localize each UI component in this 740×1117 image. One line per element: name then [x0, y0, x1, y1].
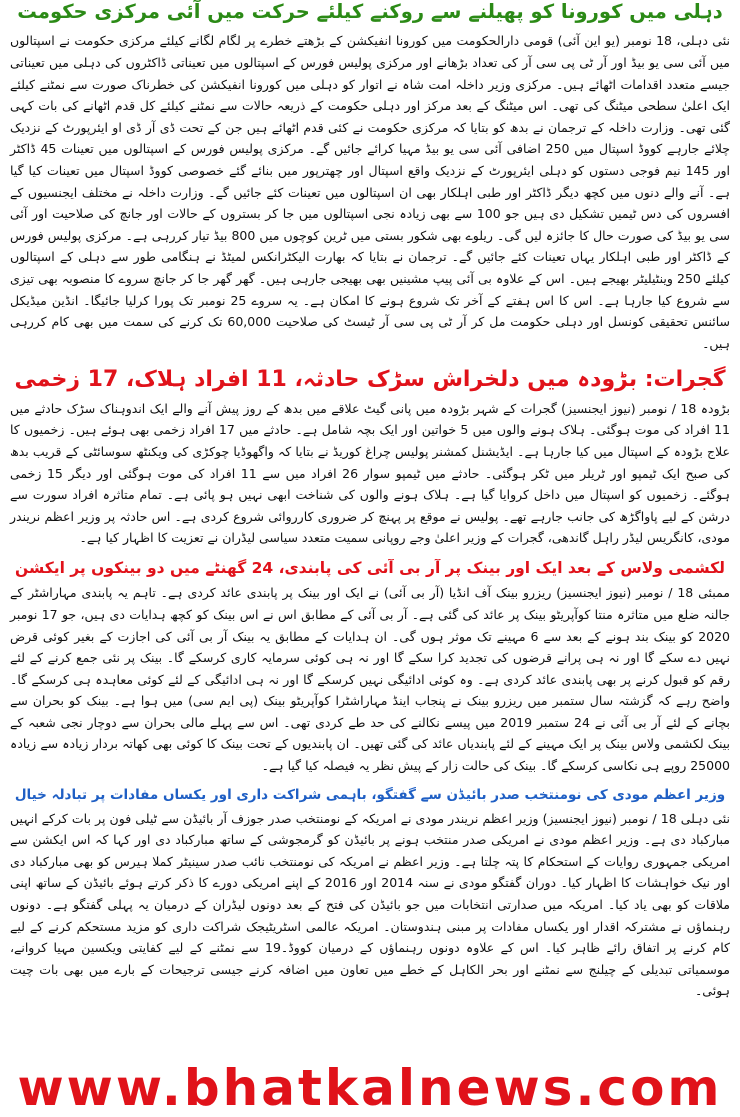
article-baroda-accident: [10, 366, 730, 549]
story-baroda-accident: بڑودہ 18 / نومبر (نیوز ایجنسیز) گجرات کے شہر بڑودہ میں پانی گیٹ علاقے میں بدھ کے روز پیش آنے والے ایک اندوہناک سڑک حادثے میں 11 افراد کی موت ہوگئی۔ ہلاک ہونے والوں میں 5 خواتین اور ایک بچہ شامل ہے۔ حادثے میں 17 افراد زخمی بھی ہوئے ہیں۔ زخمیوں کا علاج بڑودہ کے اسپتال میں کیا جارہا ہے۔ ایڈیشنل کمشنر پولیس چراغ کوریڈ نے بتایا کہ واگھوڈیا چوکڑی کی ویکنٹھ سوسائٹی کے قریب بدھ کی صبح ایک ٹیمپو اور ٹریلر میں ٹکر ہوگئی۔ حادثے میں ٹیمپو سوار 26 افراد میں سے 11 افراد کی موت ہوگئی اور دیگر 15 زخمی ہوگئے۔ زخمیوں کو اسپتال میں داخل کروایا گیا ہے۔ ہلاک ہونے والوں کی شناخت ابھی نہیں ہو پائی ہے۔ تمام متاثرہ افراد سورت سے درشن کے لیے پاواگڑھ کی جانب جارہے تھے۔ پولیس نے موقع پر پہنچ کر ضروری کارروائی شروع کردی ہے۔ اس حادثہ پر وزیر اعظم نریندر مودی، کانگریس لیڈر راہل گاندھی، گجرات کے وزیر اعلیٰ وجے روپانی سمیت متعدد سیاسی لیڈران نے تعزیت کا اظہار کیا ہے۔: [10, 400, 730, 546]
headline-modi-biden: وزیر اعظم مودی کی نومنتخب صدر بائیڈن سے گفتگو، باہمی شراکت داری اور یکساں مفادات پر تبادلہ خیال: [14, 786, 726, 803]
story-modi-biden: نئی دہلی 18 / نومبر (نیوز ایجنسیز) وزیر اعظم نریندر مودی نے امریکہ کے نومنتخب صدر جوزف آر بائیڈن سے ٹیلی فون پر بات کرکے انہیں مبارکباد دی ہے۔ وزیر اعظم مودی نے امریکی صدر منتخب ہونے پر بائیڈن کو گرمجوشی کے ساتھ مبارکباد دی اور کہا کہ اس ایکشن سے امریکی جمہوری روایات کے استحکام کا پتہ چلتا ہے۔ وزیر اعظم نے امریکہ کی نومنتخب نائب صدر سینیٹر کملا ہیرس کو بھی مبارکباد دی اور نیک خواہشات کا اظہار کیا۔ دوران گفتگو مودی نے سنہ 2014 اور 2016 کے اپنے امریکی دورے کا ذکر کرتے ہوئے بائیڈن کے ساتھ اپنی ملاقات کو بھی یاد کیا۔ امریکہ میں صدارتی انتخابات میں جو بائیڈن کی فتح کے بعد دونوں لیڈران کے درمیان یہ پہلی گفتگو ہے۔ دونوں رہنماؤں نے مشترکہ اقدار اور یکساں مفادات پر مبنی ہندوستان۔ امریکہ عالمی اسٹریٹیجک شراکت داری کو مزید مستحکم کرنے کے لیے کام کرنے پر اتفاق رائے ظاہر کیا۔ اس کے علاوہ دونوں رہنماؤں کے درمیان کووڈ۔19 سے نمٹنے کے لیے کفایتی ویکسین مہیا کروانے، موسمیاتی تبدیلی کے چیلنج سے نمٹنے اور بحر الکاہل کے خطے میں تعاون میں اضافہ کرنے جیسی ترجیحات کے بارے میں بھی بات چیت ہوئی۔: [10, 810, 730, 999]
article-modi-biden: [10, 787, 730, 1002]
site-watermark: www.bhatkalnews.com: [17, 1059, 723, 1117]
article-delhi-corona: [10, 0, 730, 354]
story-delhi-corona: نئی دہلی، 18 نومبر (یو این آئی) قومی دارالحکومت میں کورونا انفیکشن کے بڑھتے خطرے پر لگام لگانے کیلئے مرکزی حکومت نے اسپتالوں میں آئی سی یو بیڈ اور آر ٹی پی سی آر کی تعداد بڑھانے اور مرکزی پولیس فورس کے اسپتالوں میں تعیناتی ڈاکٹروں کی دہلی میں تعیناتی جیسے متعدد اقدامات اٹھائے ہیں۔ مرکزی وزیر داخلہ امت شاہ نے اتوار کو دہلی میں کورونا انفیکشن کی خطرناک صورت سے نمٹنے کیلئے ایک اعلیٰ سطحی میٹنگ کی تھی۔ اس میٹنگ کے بعد مرکز اور دہلی حکومت کے ذریعہ حالات سے نمٹنے کیلئے کل قدم اٹھانے کی بات کہی گئی تھی۔ وزارت داخلہ کے ترجمان نے بدھ کو بتایا کہ مرکزی حکومت نے کئی قدم اٹھائے ہیں جن کے تحت ڈی آر ڈی او ایئرپورٹ کے نزدیک چلائے جارہے کووڈ اسپتال میں 250 اضافی آئی سی یو بیڈ مہیا کرائے جائیں گے۔ مرکزی پولیس فورس کے اسپتالوں میں تعینات 45 ڈاکٹر اور 145 نیم فوجی دستوں کو دہلی ایئرپورٹ کے نزدیک واقع اسپتال اور چھترپور میں بنائے گئے خصوصی کووڈ اسپتال میں تعینات کیا گیا ہے۔ آنے والے دنوں میں کچھ دیگر ڈاکٹر اور طبی اہلکار بھی ان اسپتالوں میں تعینات کئے جائیں گے۔ وزارت داخلہ نے مختلف ایجنسیوں کے افسروں کی دس ٹیمیں تشکیل دی ہیں جو 100 سے بھی زیادہ نجی اسپتالوں میں جا کر بستروں کے حالات اور جانچ کی صلاحیت اور آئی سی یو بیڈ کی صورت حال کا جائزہ لیں گی۔ ریلوے بھی شکور بستی میں ٹرین کوچوں میں 800 بیڈ تیار کررہی ہے۔ مرکزی پولیس فورس کے ڈاکٹر اور طبی اہلکار یہاں تعینات کئے جائیں گے۔ ترجمان نے بتایا کہ بھارت الیکٹرانکس لمیٹڈ نے ہنگامی طور سے دہلی کے اسپتالوں کیلئے 250 وینٹیلیٹر بھیجے ہیں۔ اس کے علاوہ بی آئی پیپ مشینیں بھی بھیجی جارہی ہیں۔ گھر گھر جا کر جانچ سروے کا منصوبہ بھی تیزی سے شروع کیا جارہا ہے۔ اس کا اس ہفتے کے آخر تک شروع ہونے کا امکان ہے۔ یہ سروے 25 نومبر تک پورا کرلیا جائیگا۔ انڈین میڈیکل سائنس تحقیقی کونسل اور دہلی حکومت مل کر آر ٹی پی سی آر ٹیسٹ کی صلاحیت 60,000 تک کرنے کی سمت میں بھی کام کررہی ہیں۔: [10, 33, 731, 351]
story-rbi-ban: ممبئی 18 / نومبر (نیوز ایجنسیز) ریزرو بینک آف انڈیا (آر بی آئی) نے ایک اور بینک پر پابندی عائد کردی ہے۔ تاہم یہ پابندی مہاراشٹر کے جالنہ ضلع میں متاثرہ منتا کوآپریٹو بینک پر عائد کی گئی ہے۔ آر بی آئی کے مطابق اس نے اس بینک کو کچھ ہدایات دی ہیں، جو 17 نومبر 2020 کو بینک بند ہونے کے بعد سے 6 مہینے تک موثر ہوں گی۔ ان ہدایات کے مطابق یہ بینک آر بی آئی کی اجازت کے بغیر کوئی قرض نہیں دے سکے گا اور نہ ہی پرانے قرضوں کی تجدید کرا سکے گا اور نہ ہی کوئی سرمایہ کاری کرسکے گا۔ بینک پر نئی جمع کرنے کے لئے رقم کو قبول کرنے پر بھی پابندی عائد کردی ہے۔ وہ کوئی ادائیگی نہیں کرسکے گا اور نہ ہی ادائیگی کے لئے کوئی معاہدہ ہی کرسکے گا۔ واضح رہے کہ گزشتہ سال ستمبر میں ریزرو بینک نے پنجاب اینڈ مہاراشٹرا کوآپریٹو بینک (پی ایم سی) میں ہوا ہے۔ بینک کو بحران سے بچانے کے لئے آر بی آئی نے 24 ستمبر 2019 میں پیسے نکالنے کی حد طے کردی تھی۔ اس سے پہلے مالی بحران سے دوچار نجی شعبہ کے بینک لکشمی ولاس بینک پر ایک مہینے کے لئے پابندیاں عائد کی گئی تھیں۔ ان پابندیوں کے تحت بینک کا کوئی بھی کھاتہ بردار زیادہ سے زیادہ 25000 روپے ہی نکاسی کرسکے گا۔ بینک کی حالت زار کے پیش نظر یہ فیصلہ کیا گیا ہے۔: [10, 585, 731, 774]
article-rbi-ban: [10, 559, 730, 777]
headline-rbi-ban: لکشمی ولاس کے بعد ایک اور بینک پر آر بی آئی کی پابندی، 24 گھنٹے میں دو بینکوں پر ایکشن: [15, 558, 725, 577]
headline-baroda-accident: گجرات: بڑودہ میں دلخراش سڑک حادثہ، 11 افراد ہلاک، 17 زخمی: [14, 367, 726, 393]
headline-delhi-corona: دہلی میں کورونا کو پھیلنے سے روکنے کیلئے حرکت میں آئی مرکزی حکومت: [17, 0, 723, 23]
